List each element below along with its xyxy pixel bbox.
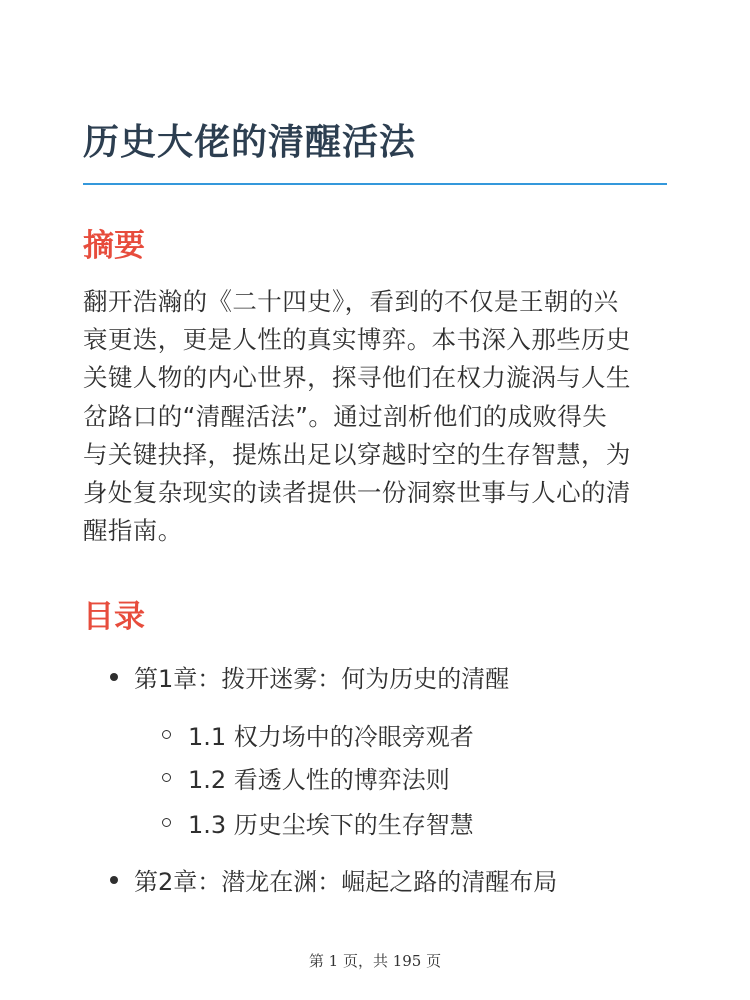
toc-section-1-1[interactable] xyxy=(162,717,474,752)
toc-chapter-label: 第2章：潜龙在渊：崛起之路的清醒布局 xyxy=(134,868,558,896)
abstract-line: 岔路口的“清醒活法”。通过剖析他们的成败得失 xyxy=(83,401,608,431)
abstract-line: 关键人物的内心世界，探寻他们在权力漩涡与人生 xyxy=(83,363,631,393)
bullet-circle-icon xyxy=(162,818,171,827)
toc-section-label: 1.2 看透人性的博弈法则 xyxy=(188,766,450,794)
bullet-disc-icon xyxy=(110,673,118,681)
abstract-paragraph xyxy=(83,283,669,550)
title-divider xyxy=(83,183,667,185)
toc-chapter-1[interactable] xyxy=(110,659,509,694)
bullet-circle-icon xyxy=(162,773,171,782)
toc-section-1-2[interactable] xyxy=(162,760,450,795)
bullet-disc-icon xyxy=(110,876,118,884)
page-number-footer: 第 1 页，共 195 页 xyxy=(308,952,442,970)
document-title: 历史大佬的清醒活法 xyxy=(83,122,417,163)
abstract-line: 身处复杂现实的读者提供一份洞察世事与人心的清 xyxy=(83,478,631,508)
toc-chapter-label: 第1章：拨开迷雾：何为历史的清醒 xyxy=(134,665,510,693)
abstract-line: 与关键抉择，提炼出足以穿越时空的生存智慧，为 xyxy=(83,439,631,469)
abstract-line: 翻开浩瀚的《二十四史》，看到的不仅是王朝的兴 xyxy=(83,287,619,316)
abstract-line: 醒指南。 xyxy=(83,516,183,546)
toc-section-label: 1.1 权力场中的冷眼旁观者 xyxy=(188,723,474,751)
toc-heading: 目录 xyxy=(83,599,145,635)
toc-section-1-3[interactable] xyxy=(162,805,474,840)
abstract-heading: 摘要 xyxy=(83,228,145,264)
abstract-line: 衰更迭，更是人性的真实博弈。本书深入那些历史 xyxy=(83,325,631,355)
bullet-circle-icon xyxy=(162,730,171,739)
toc-section-label: 1.3 历史尘埃下的生存智慧 xyxy=(188,811,474,839)
toc-chapter-2[interactable] xyxy=(110,862,557,897)
